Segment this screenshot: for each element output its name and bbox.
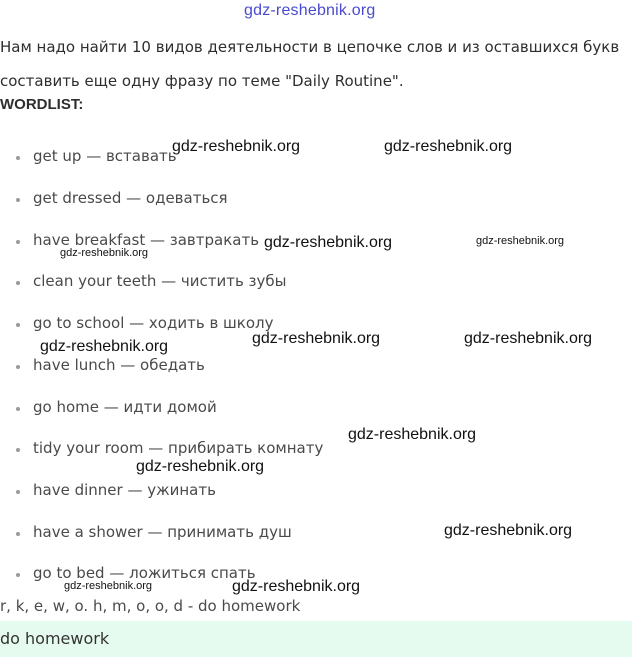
task-description — [0, 30, 632, 98]
watermark: gdz-reshebnik.org — [264, 234, 393, 251]
list-item-text: get dressed — одеваться — [33, 189, 228, 207]
bullet-icon — [16, 490, 20, 494]
watermark: gdz-reshebnik.org — [172, 138, 301, 155]
watermark: gdz-reshebnik.org — [348, 426, 477, 443]
watermark: gdz-reshebnik.org — [252, 330, 381, 347]
bullet-icon — [16, 573, 20, 577]
bullet-icon — [16, 156, 20, 160]
watermark: gdz-reshebnik.org — [232, 578, 361, 595]
task-description-line-1: Нам надо найти 10 видов деятельности в цепочке слов и из оставшихся букв — [0, 38, 620, 56]
list-item-text: tidy your room — прибирать комнату — [33, 439, 324, 457]
bullet-icon — [16, 448, 20, 452]
remaining-letters: r, k, e, w, o. h, m, o, o, d - do homework — [0, 597, 301, 615]
bullet-icon — [16, 532, 20, 536]
list-item-text: have lunch — обедать — [33, 356, 205, 374]
watermark: gdz-reshebnik.org — [464, 330, 593, 347]
bullet-icon — [16, 198, 20, 202]
list-item-text: go to bed — ложиться спать — [33, 564, 256, 582]
bullet-icon — [16, 365, 20, 369]
list-item-text: go to school — ходить в школу — [33, 314, 274, 332]
watermark: gdz-reshebnik.org — [136, 458, 265, 475]
bullet-icon — [16, 281, 20, 285]
bullet-icon — [16, 323, 20, 327]
bullet-icon — [16, 407, 20, 411]
list-item-text: have dinner — ужинать — [33, 481, 216, 499]
watermark: gdz-reshebnik.org — [444, 522, 573, 539]
task-description-line-2: составить еще одну фразу по теме "Daily Routine". — [0, 72, 404, 90]
watermark: gdz-reshebnik.org — [384, 138, 513, 155]
watermark: gdz-reshebnik.org — [60, 247, 149, 259]
list-item-text: go home — идти домой — [33, 398, 217, 416]
list-item-text: clean your teeth — чистить зубы — [33, 272, 287, 290]
list-item-text: have a shower — принимать душ — [33, 523, 292, 541]
answer-text: do homework — [0, 629, 110, 648]
list-item-text: get up — вставать — [33, 147, 177, 165]
answer-box — [0, 621, 632, 657]
bullet-icon — [16, 240, 20, 244]
watermark: gdz-reshebnik.org — [40, 338, 169, 355]
header-watermark: gdz-reshebnik.org — [244, 2, 376, 19]
wordlist-heading: WORDLIST: — [0, 96, 84, 113]
watermark: gdz-reshebnik.org — [64, 580, 153, 592]
watermark: gdz-reshebnik.org — [476, 235, 565, 247]
list-item-text: have breakfast — завтракать — [33, 231, 260, 249]
